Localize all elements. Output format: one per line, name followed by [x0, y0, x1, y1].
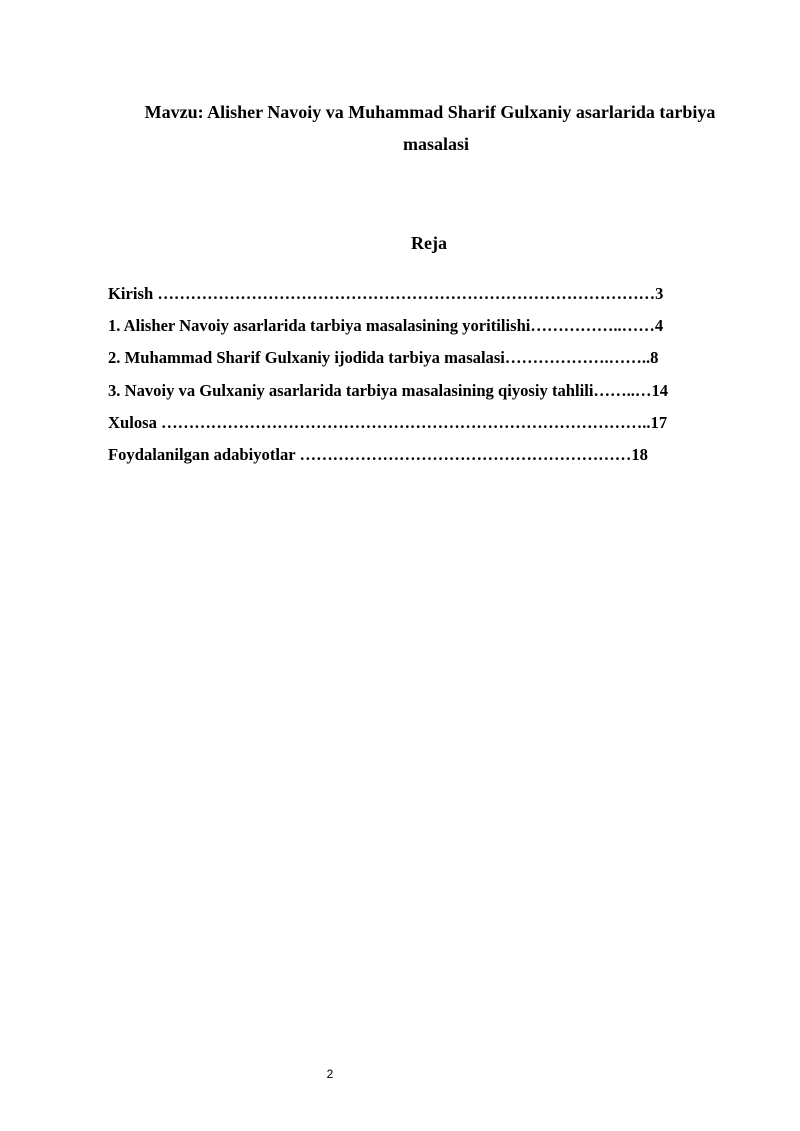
toc-item-introduction: Kirish ………………………………………………………………………………3	[108, 284, 664, 303]
title-line-1: Mavzu: Alisher Navoiy va Muhammad Sharif Gulxaniy asarlarida tarbiya	[144, 102, 716, 122]
page-title	[100, 96, 760, 160]
toc-item-chapter-3: 3. Navoiy va Gulxaniy asarlarida tarbiya masalasining qiyosiy tahlili……..…14	[108, 380, 669, 400]
toc-item-chapter-2: 2. Muhammad Sharif Gulxaniy ijodida tarbiya masalasi……………….……..8	[108, 348, 659, 368]
toc-item-chapter-1: 1. Alisher Navoiy asarlarida tarbiya masalasining yoritilishi……………..……4	[108, 316, 664, 336]
page-number: 2	[326, 1067, 334, 1081]
plan-heading: Reja	[411, 233, 447, 253]
toc-item-conclusion: Xulosa ……………………………………………………………………………..17	[108, 412, 668, 432]
table-of-contents	[108, 283, 748, 476]
toc-item-references: Foydalanilgan adabiyotlar ……………………………………………………18	[108, 444, 648, 464]
title-line-2: masalasi	[402, 134, 469, 154]
